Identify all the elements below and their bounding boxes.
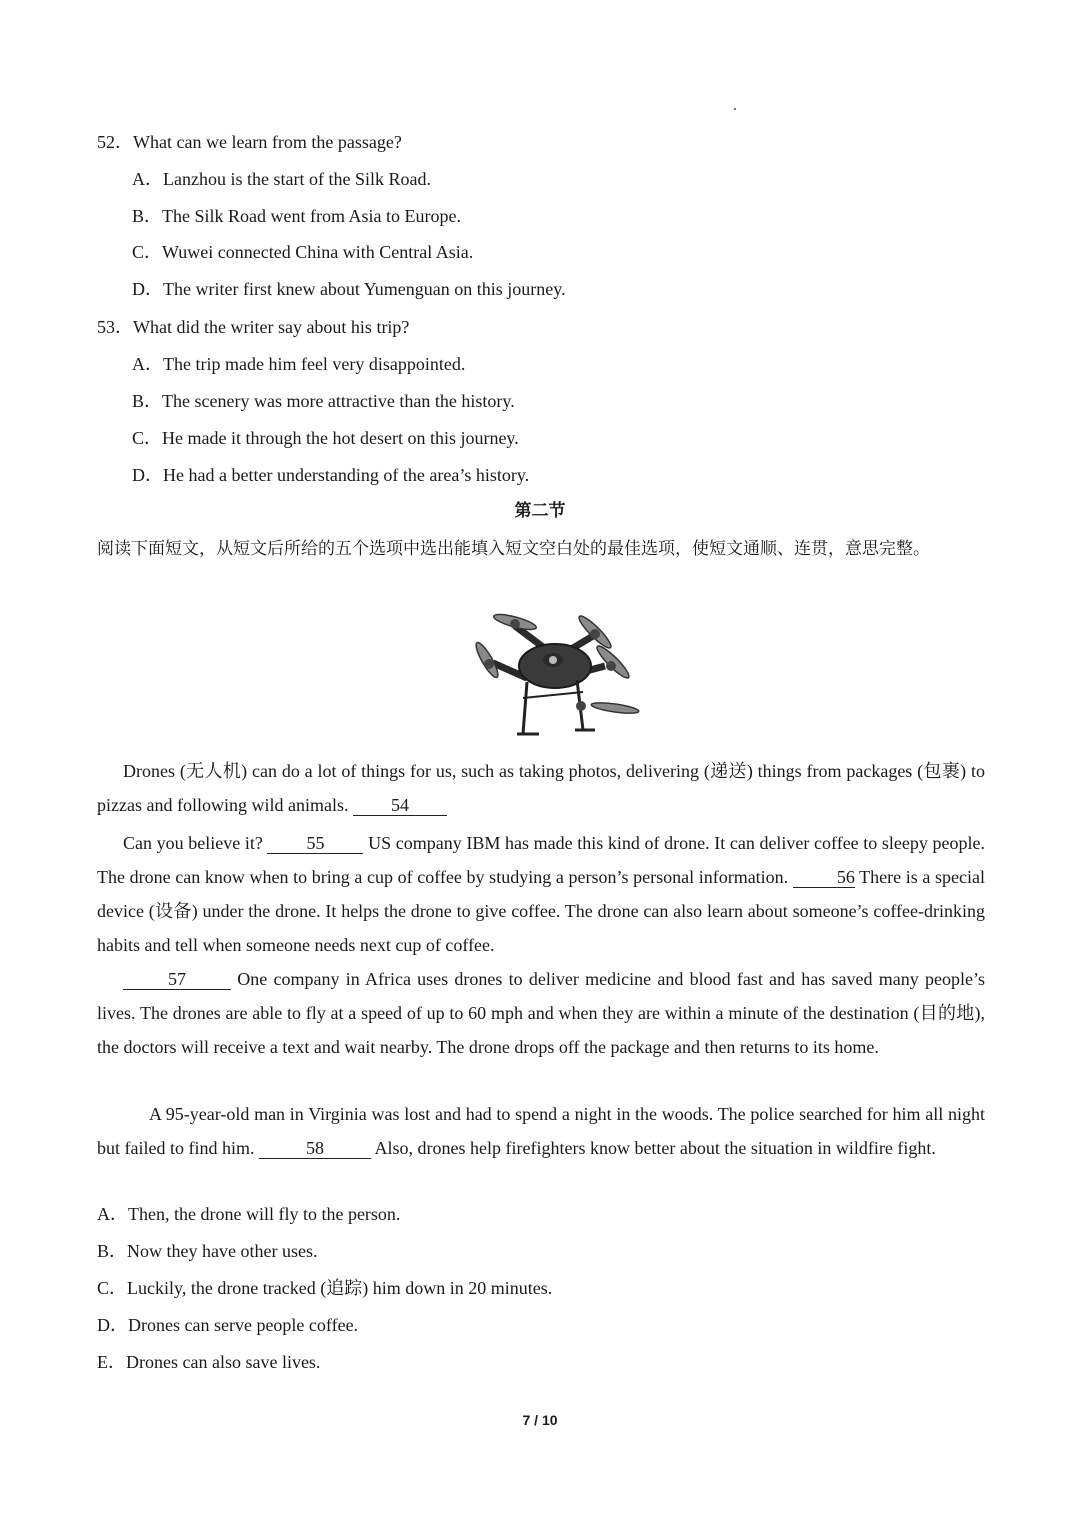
stray-dot <box>734 108 736 110</box>
blank-54: 54 <box>353 795 447 816</box>
paragraph-1-text: Drones (无人机) can do a lot of things for us, such as taking photos, delivering (递送) things from packages (包裹) to pizzas and following wild animals. <box>97 761 985 815</box>
choice-a: A．Then, the drone will fly to the person. <box>97 1204 401 1224</box>
q52-option-b: B．The Silk Road went from Asia to Europe. <box>132 206 461 226</box>
q52-option-d: D．The writer first knew about Yumenguan on this journey. <box>132 279 566 299</box>
passage-paragraph-1 <box>97 754 985 822</box>
q53-option-d: D．He had a better understanding of the area’s history. <box>132 465 530 485</box>
paragraph-4-start: A 95-year-old man in Virginia was lost and had to spend a night in the woods. The police searched for him all night but failed to find him. <box>97 1104 985 1158</box>
paragraph-4-end: Also, drones help firefighters know better about the situation in wildfire fight. <box>374 1138 936 1158</box>
paragraph-3-text: One company in Africa uses drones to deliver medicine and blood fast and has saved many people’s lives. The drones are able to fly at a speed of up to 60 mph and when they are within a minute of the destination (目的地), the doctors will receive a text and wait nearby. The drone drops off the package and then returns to its home. <box>97 969 985 1057</box>
paragraph-2-start: Can you believe it? <box>123 833 263 853</box>
q52-option-a: A．Lanzhou is the start of the Silk Road. <box>132 169 431 189</box>
drone-illustration <box>465 608 645 746</box>
choice-d: D．Drones can serve people coffee. <box>97 1315 359 1335</box>
choice-c: C．Luckily, the drone tracked (追踪) him down in 20 minutes. <box>97 1278 553 1298</box>
q53-option-b: B．The scenery was more attractive than the history. <box>132 391 515 411</box>
passage-paragraph-3 <box>97 962 985 1064</box>
paragraph-2-middle: US company IBM has made this kind of drone. It can deliver coffee to sleepy people. The drone can know when to bring a cup of coffee by studying a person’s personal information. <box>97 833 986 887</box>
blank-55: 55 <box>267 833 363 854</box>
blank-57: 57 <box>123 969 231 990</box>
q53-option-c: C．He made it through the hot desert on this journey. <box>132 428 519 448</box>
section-title: 第二节 <box>514 501 566 521</box>
drone-icon <box>473 611 640 734</box>
blank-58: 58 <box>259 1138 371 1159</box>
section-instruction: 阅读下面短文，从短文后所给的五个选项中选出能填入短文空白处的最佳选项，使短文通顺、连贯，意思完整。 <box>97 539 930 559</box>
q53-stem: 53．What did the writer say about his trip? <box>97 317 410 337</box>
choice-b: B．Now they have other uses. <box>97 1241 318 1261</box>
q53-option-a: A．The trip made him feel very disappointed. <box>132 354 466 374</box>
passage-paragraph-2 <box>97 826 985 962</box>
q52-stem: 52．What can we learn from the passage? <box>97 132 402 152</box>
q52-option-c: C．Wuwei connected China with Central Asia. <box>132 242 474 262</box>
paragraph-2-end: There is a special device (设备) under the drone. It helps the drone to give coffee. The drone can also learn about someone’s coffee-drinking habits and tell when someone needs next cup of coffee. <box>97 867 985 955</box>
choice-e: E．Drones can also save lives. <box>97 1352 321 1372</box>
passage-paragraph-4 <box>97 1097 985 1165</box>
page-number: 7 / 10 <box>522 1412 558 1428</box>
blank-56: 56 <box>793 867 855 888</box>
